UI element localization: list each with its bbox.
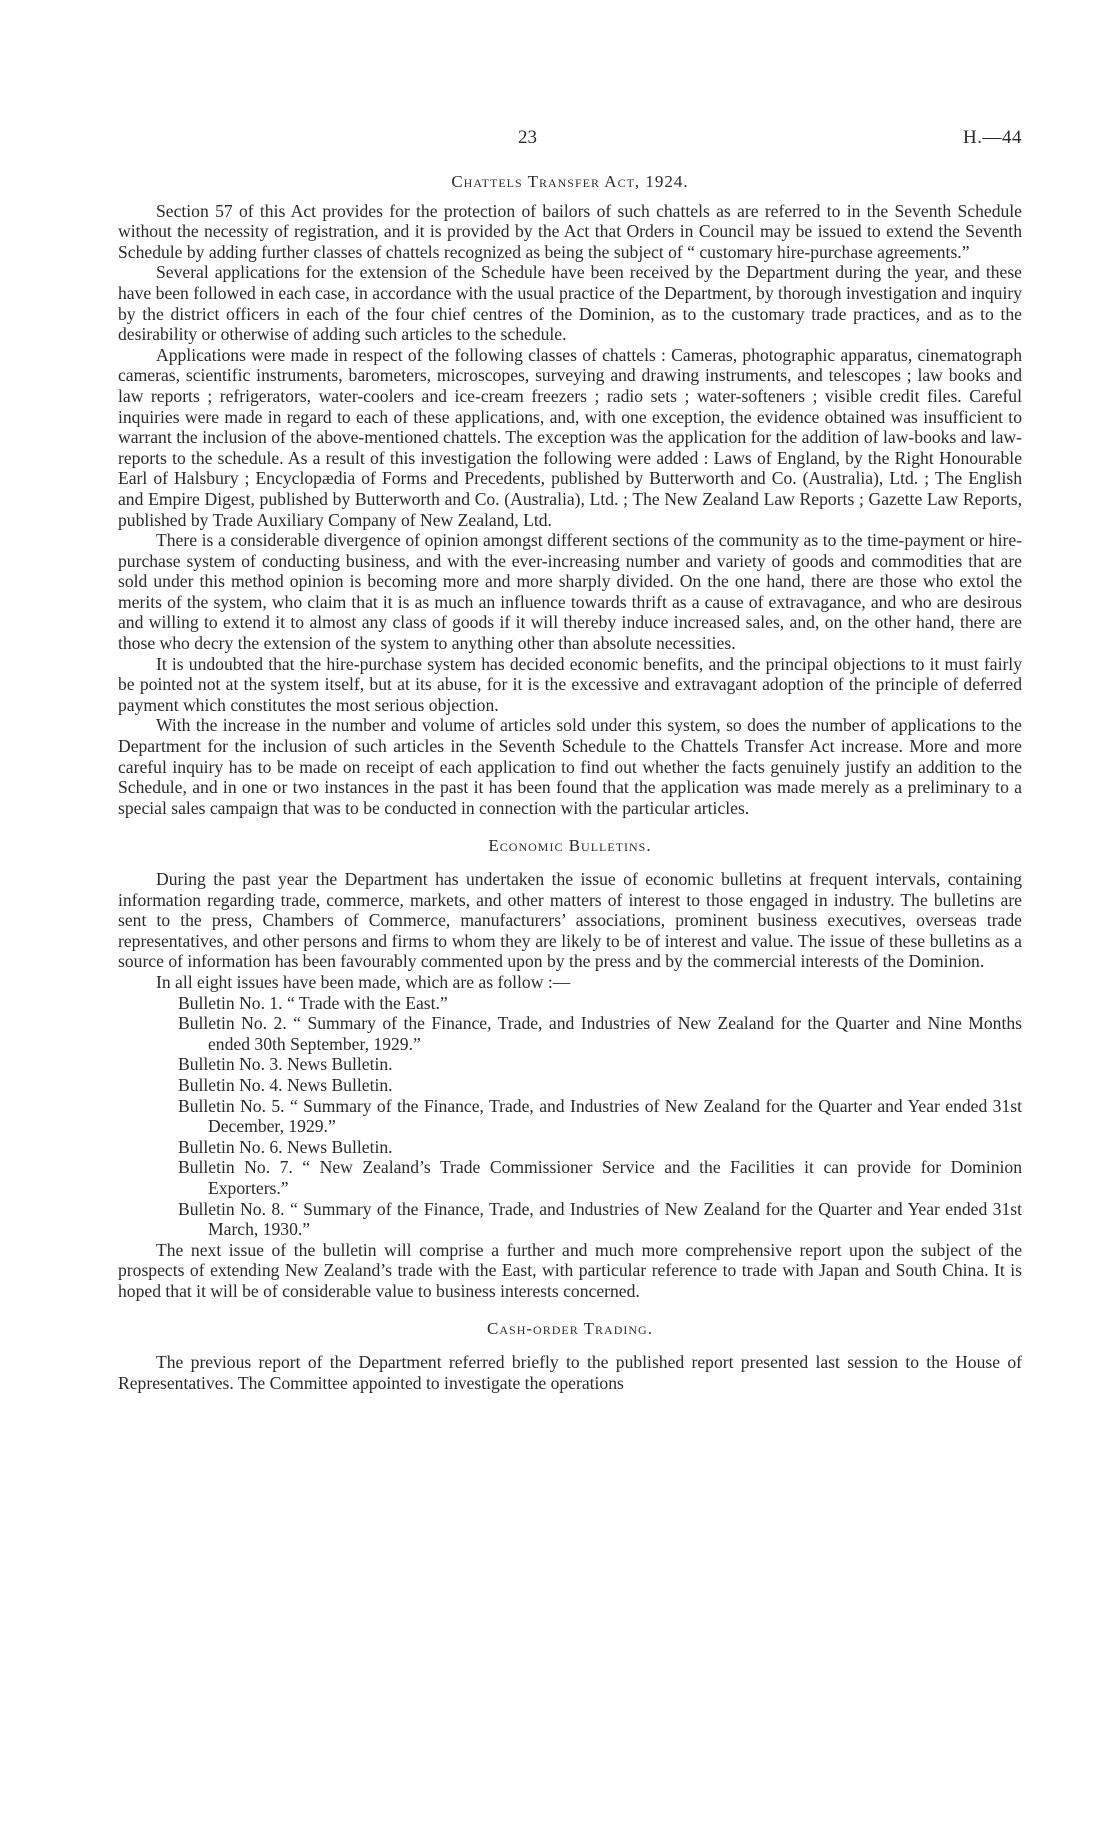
list-item: Bulletin No. 1. “ Trade with the East.” (178, 992, 448, 1013)
list-item: Bulletin No. 8. “ Summary of the Finance, Trade, and Industries of New Zealand for the Quarter and Year ended 31st March, 1930.” (178, 1198, 1022, 1240)
list-item: Bulletin No. 6. News Bulletin. (178, 1136, 393, 1157)
page-number: 23 (518, 127, 537, 148)
list-item: Bulletin No. 3. News Bulletin. (178, 1054, 393, 1075)
document-reference: H.—44 (963, 127, 1022, 148)
paragraph: The previous report of the Department referred briefly to the published report presented last session to the House of Representatives. The Committee appointed to investigate the operations (118, 1352, 1022, 1393)
section-economic-bulletins (118, 836, 1022, 1301)
list-item: Bulletin No. 7. “ New Zealand’s Trade Commissioner Service and the Facilities it can provide for Dominion Exporters.” (178, 1157, 1022, 1198)
paragraph: There is a considerable divergence of opinion amongst different sections of the community as to the time-payment or hire-purchase system of conducting business, and with the ever-increasing number and variety of goods and commodities that are sold under this method opinion is becoming more and more sharply divided. On the one hand, there are those who extol the merits of the system, who claim that it is as much an influence towards thrift as a cause of extravagance, and who are desirous and willing to extend it to almost any class of goods if it will thereby induce increased sales, and, on the other hand, there are those who decry the extension of the system to anything other than absolute necessities. (118, 530, 1022, 654)
bulletin-list (118, 993, 1022, 1240)
section-heading: Economic Bulletins. (488, 836, 652, 856)
page-header (0, 128, 1114, 152)
paragraph: With the increase in the number and volume of articles sold under this system, so does the number of applications to the Department for the inclusion of such articles in the Seventh Schedule to the Chattels Transfer Act increase. More and more careful inquiry has to be made on receipt of each application to find out whether the facts genuinely justify an addition to the Schedule, and in one or two instances in the past it has been found that the application was made merely as a preliminary to a special sales campaign that was to be conducted in connection with the particular articles. (118, 715, 1022, 818)
section-cash-order-trading (118, 1319, 1022, 1393)
section-heading: Cash-order Trading. (487, 1319, 653, 1339)
paragraph: Several applications for the extension of the Schedule have been received by the Department during the year, and these have been followed in each case, in accordance with the usual practice of the Department, by thorough investigation and inquiry by the district officers in each of the four chief centres of the Dominion, as to the customary trade practices, and as to the desirability or otherwise of adding such articles to the schedule. (118, 262, 1022, 345)
paragraph: The next issue of the bulletin will comprise a further and much more comprehensive report upon the subject of the prospects of extending New Zealand’s trade with the East, with particular reference to trade with Japan and South China. It is hoped that it will be of considerable value to business interests concerned. (118, 1239, 1022, 1301)
paragraph: Section 57 of this Act provides for the protection of bailors of such chattels as are referred to in the Seventh Schedule without the necessity of registration, and it is provided by the Act that Orders in Council may be issued to extend the Seventh Schedule by adding further classes of chattels recognized as being the subject of “ customary hire-purchase agreements.” (118, 200, 1022, 262)
paragraph: During the past year the Department has undertaken the issue of economic bulletins at frequent intervals, containing information regarding trade, commerce, markets, and other matters of interest to those engaged in industry. The bulletins are sent to the press, Chambers of Commerce, manufacturers’ associations, prominent business executives, overseas trade representatives, and other persons and firms to whom they are likely to be of interest and value. The issue of these bulletins as a source of information has been favourably commented upon by the press and by the commercial interests of the Dominion. (118, 869, 1022, 972)
list-item: Bulletin No. 5. “ Summary of the Finance, Trade, and Industries of New Zealand for the Quarter and Year ended 31st December, 1929.” (178, 1095, 1022, 1137)
section-heading: Chattels Transfer Act, 1924. (451, 172, 689, 191)
list-item: Bulletin No. 2. “ Summary of the Finance, Trade, and Industries of New Zealand for the Quarter and Nine Months ended 30th September, 1929.” (178, 1013, 1022, 1054)
list-item: Bulletin No. 4. News Bulletin. (178, 1074, 393, 1095)
paragraph: It is undoubted that the hire-purchase system has decided economic benefits, and the principal objections to it must fairly be pointed not at the system itself, but at its abuse, for it is the excessive and extravagant adoption of the principle of deferred payment which constitutes the most serious objection. (118, 653, 1022, 715)
paragraph: In all eight issues have been made, which are as follow :— (156, 971, 571, 992)
section-chattels-transfer-act (118, 172, 1022, 818)
paragraph: Applications were made in respect of the following classes of chattels : Cameras, photographic apparatus, cinematograph cameras, scientific instruments, barometers, microscopes, surveying and drawing instruments, and telescopes ; law books and law reports ; refrigerators, water-coolers and ice-cream freezers ; radio sets ; water-softeners ; visible credit files. Careful inquiries were made in regard to each of these applications, and, with one exception, the evidence obtained was insufficient to warrant the inclusion of the above-mentioned chattels. The exception was the application for the addition of law-books and law-reports to the schedule. As a result of this investigation the following were added : Laws of England, by the Right Honourable Earl of Halsbury ; Encyclopædia of Forms and Precedents, published by Butterworth and Co. (Australia), Ltd. ; The English and Empire Digest, published by Butterworth and Co. (Australia), Ltd. ; The New Zealand Law Reports ; Gazette Law Reports, published by Trade Auxiliary Company of New Zealand, Ltd. (118, 344, 1022, 530)
